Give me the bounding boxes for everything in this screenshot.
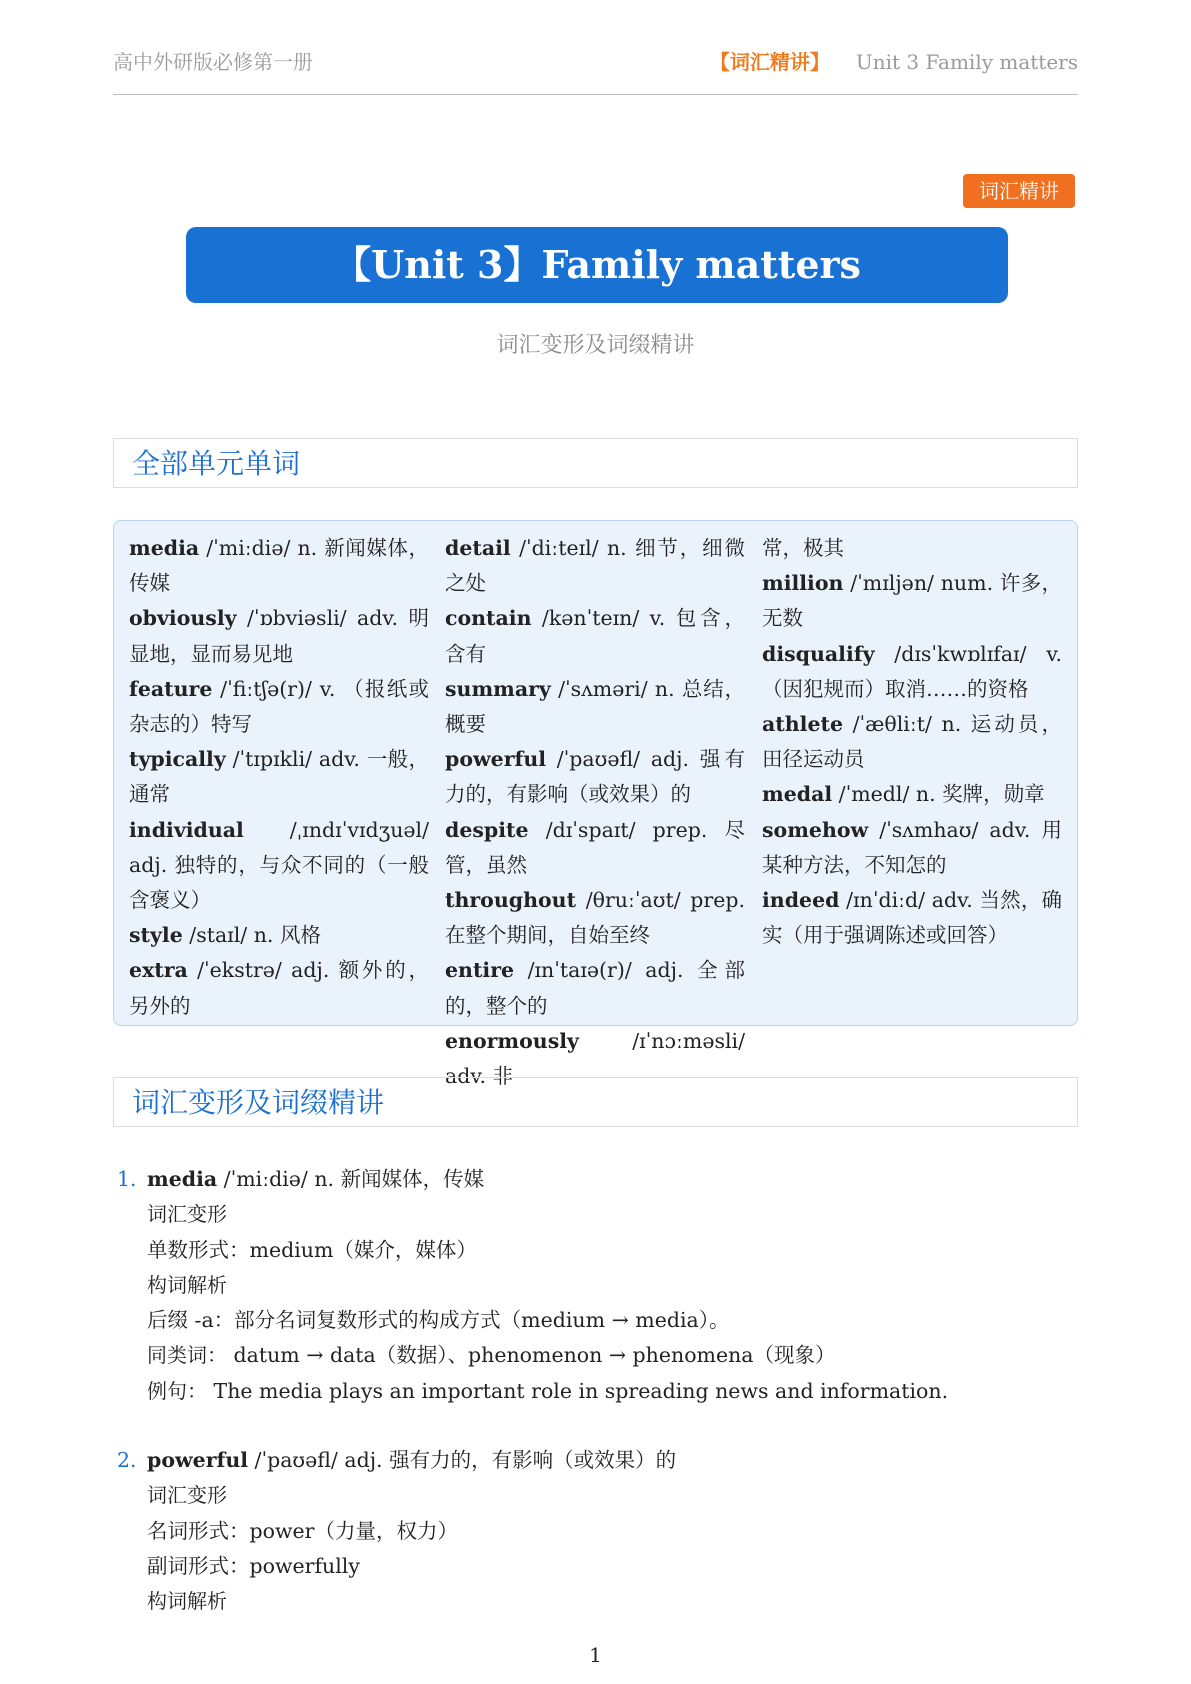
vocab-word: contain xyxy=(445,606,532,631)
vocab-definition: /ˈɒbviəsli/ adv. 明显地，显而易见地 xyxy=(129,606,429,666)
vocab-definition: /staɪl/ n. 风格 xyxy=(182,923,321,948)
entry-subheading: 构词解析 xyxy=(147,1589,227,1614)
vocab-word: summary xyxy=(445,676,551,701)
vocab-entry xyxy=(445,953,745,1023)
entry-subheading: 词汇变形 xyxy=(147,1483,227,1508)
vocab-entry xyxy=(445,531,745,601)
vocab-column-2 xyxy=(445,531,745,1094)
entry-subheading: 词汇变形 xyxy=(147,1202,227,1227)
vocab-definition: /ɪˈnɔːməsli/ adv. 非 xyxy=(445,1028,745,1089)
vocab-definition: /kənˈteɪn/ v. 包含，含有 xyxy=(445,606,745,666)
vocab-column-3 xyxy=(762,531,1062,953)
entry-text: The media plays an important role in spreading news and information. xyxy=(207,1378,949,1403)
vocab-definition: /ˈmɪljən/ num. 许多，无数 xyxy=(762,571,1062,631)
vocab-definition: /ˈekstrə/ adj. 额外的，另外的 xyxy=(129,958,429,1018)
header-divider xyxy=(113,94,1078,95)
entry-line: 副词形式：powerfully xyxy=(147,1553,360,1578)
vocab-definition: /ˈsʌməri/ n. 总结，概要 xyxy=(445,676,745,737)
header-right xyxy=(710,46,1078,75)
vocab-word: athlete xyxy=(762,712,843,737)
vocab-definition: /ˈmiːdiə/ n. 新闻媒体，传媒 xyxy=(129,536,429,596)
vocab-definition: /ˈfiːtʃə(r)/ v. （报纸或杂志的）特写 xyxy=(129,676,429,737)
page-number: 1 xyxy=(589,1643,602,1667)
entry-line: 名词形式：power（力量，权力） xyxy=(147,1518,458,1543)
vocab-word: throughout xyxy=(445,888,577,913)
entry-subheading: 构词解析 xyxy=(147,1272,227,1297)
vocab-entry xyxy=(129,601,429,671)
section-heading-word-forms xyxy=(113,1077,1078,1127)
header-book-title: 高中外研版必修第一册 xyxy=(113,50,313,74)
vocab-word: powerful xyxy=(445,747,547,772)
vocab-definition: /ˈmedl/ n. 奖牌，勋章 xyxy=(832,782,1045,807)
vocab-word: feature xyxy=(129,676,213,701)
entry-label: 同类词： xyxy=(147,1343,227,1368)
vocab-entry xyxy=(129,813,429,919)
vocab-word: media xyxy=(129,536,200,560)
word-entry-media xyxy=(117,1162,1077,1409)
vocab-word: despite xyxy=(445,817,529,842)
vocab-definition: /ˈpaʊəfl/ adj. 强有力的，有影响（或效果）的 xyxy=(445,747,745,807)
header-unit: Unit 3 Family matters xyxy=(855,50,1078,74)
word-entry-powerful xyxy=(117,1443,1077,1619)
section-badge: 词汇精讲 xyxy=(963,174,1075,208)
vocab-entry xyxy=(762,883,1062,953)
vocab-word: enormously xyxy=(445,1028,579,1053)
vocab-entry xyxy=(762,777,1062,812)
vocab-entry xyxy=(129,531,429,601)
vocab-word: medal xyxy=(762,782,833,807)
vocab-definition: /θruːˈaʊt/ prep. 在整个期间，自始至终 xyxy=(445,888,745,948)
vocab-entry xyxy=(762,531,1062,566)
entry-heading xyxy=(117,1162,1077,1197)
vocab-word: somehow xyxy=(762,817,869,842)
entry-line xyxy=(117,1338,1077,1373)
entry-heading xyxy=(117,1443,1077,1478)
vocab-entry xyxy=(129,953,429,1023)
vocab-entry xyxy=(762,637,1062,707)
vocab-entry xyxy=(762,707,1062,777)
vocab-definition: /dɪsˈkwɒlɪfaɪ/ v. （因犯规而）取消……的资格 xyxy=(762,641,1062,701)
vocab-entry xyxy=(445,601,745,671)
entry-line xyxy=(117,1374,1077,1409)
page-subtitle: 词汇变形及词缀精讲 xyxy=(496,333,695,358)
entry-line: 单数形式：medium（媒介，媒体） xyxy=(147,1237,477,1262)
entry-word: media xyxy=(147,1167,218,1191)
vocab-word: extra xyxy=(129,958,188,983)
vocab-entry xyxy=(445,672,745,742)
vocab-definition: /ˈtɪpɪkli/ adv. 一般，通常 xyxy=(129,747,429,807)
vocab-word: typically xyxy=(129,747,226,772)
entry-line: 后缀 -a：部分名词复数形式的构成方式（medium → media）。 xyxy=(147,1308,730,1333)
vocab-definition: /ˈsʌmhaʊ/ adv. 用某种方法，不知怎的 xyxy=(762,817,1062,877)
vocab-definition: 常，极其 xyxy=(762,536,844,560)
entry-word: powerful xyxy=(147,1448,249,1472)
vocab-word: detail xyxy=(445,536,511,560)
entry-number: 2. xyxy=(117,1448,137,1472)
entry-definition: /ˈpaʊəfl/ adj. 强有力的，有影响（或效果）的 xyxy=(248,1448,677,1472)
vocab-word: style xyxy=(129,923,183,948)
unit-title-banner xyxy=(186,227,1008,303)
vocab-definition: /ˌɪndɪˈvɪdʒuəl/ adj. 独特的，与众不同的（一般含褒义） xyxy=(129,817,429,913)
vocab-word: entire xyxy=(445,958,515,983)
vocab-word: million xyxy=(762,571,844,596)
vocab-entry xyxy=(129,918,429,953)
vocab-entry xyxy=(762,813,1062,883)
entry-text: datum → data（数据）、phenomenon → phenomena（现象） xyxy=(227,1343,836,1368)
section-title: 全部单元单词 xyxy=(132,447,301,480)
vocab-definition: /ɪnˈdiːd/ adv. 当然，确实（用于强调陈述或回答） xyxy=(762,888,1062,948)
section-heading-all-words xyxy=(113,438,1078,488)
entry-number: 1. xyxy=(117,1167,137,1191)
vocab-definition: /dɪˈspaɪt/ prep. 尽管，虽然 xyxy=(445,817,745,877)
vocab-word: disqualify xyxy=(762,641,875,666)
vocab-definition: /ˈæθliːt/ n. 运动员，田径运动员 xyxy=(762,712,1062,772)
entry-label: 例句： xyxy=(147,1378,207,1403)
section-title: 词汇变形及词缀精讲 xyxy=(132,1086,385,1119)
vocab-word: indeed xyxy=(762,888,840,913)
vocab-word: individual xyxy=(129,817,244,842)
vocab-definition: /ɪnˈtaɪə(r)/ adj. 全部的，整个的 xyxy=(445,958,745,1018)
vocab-definition: /ˈdiːteɪl/ n. 细节，细微之处 xyxy=(445,536,745,596)
vocab-entry xyxy=(445,813,745,883)
vocab-entry xyxy=(445,883,745,953)
vocab-word: obviously xyxy=(129,606,237,631)
vocabulary-box xyxy=(113,520,1078,1089)
header-tag: 【词汇精讲】 xyxy=(709,50,830,74)
vocab-column-1 xyxy=(129,531,429,1024)
vocab-entry xyxy=(129,742,429,812)
vocab-entry xyxy=(129,672,429,742)
unit-title: 【Unit 3】Family matters xyxy=(333,242,861,287)
vocab-entry xyxy=(445,742,745,812)
entry-definition: /ˈmiːdiə/ n. 新闻媒体，传媒 xyxy=(217,1167,485,1191)
vocab-entry xyxy=(762,566,1062,636)
